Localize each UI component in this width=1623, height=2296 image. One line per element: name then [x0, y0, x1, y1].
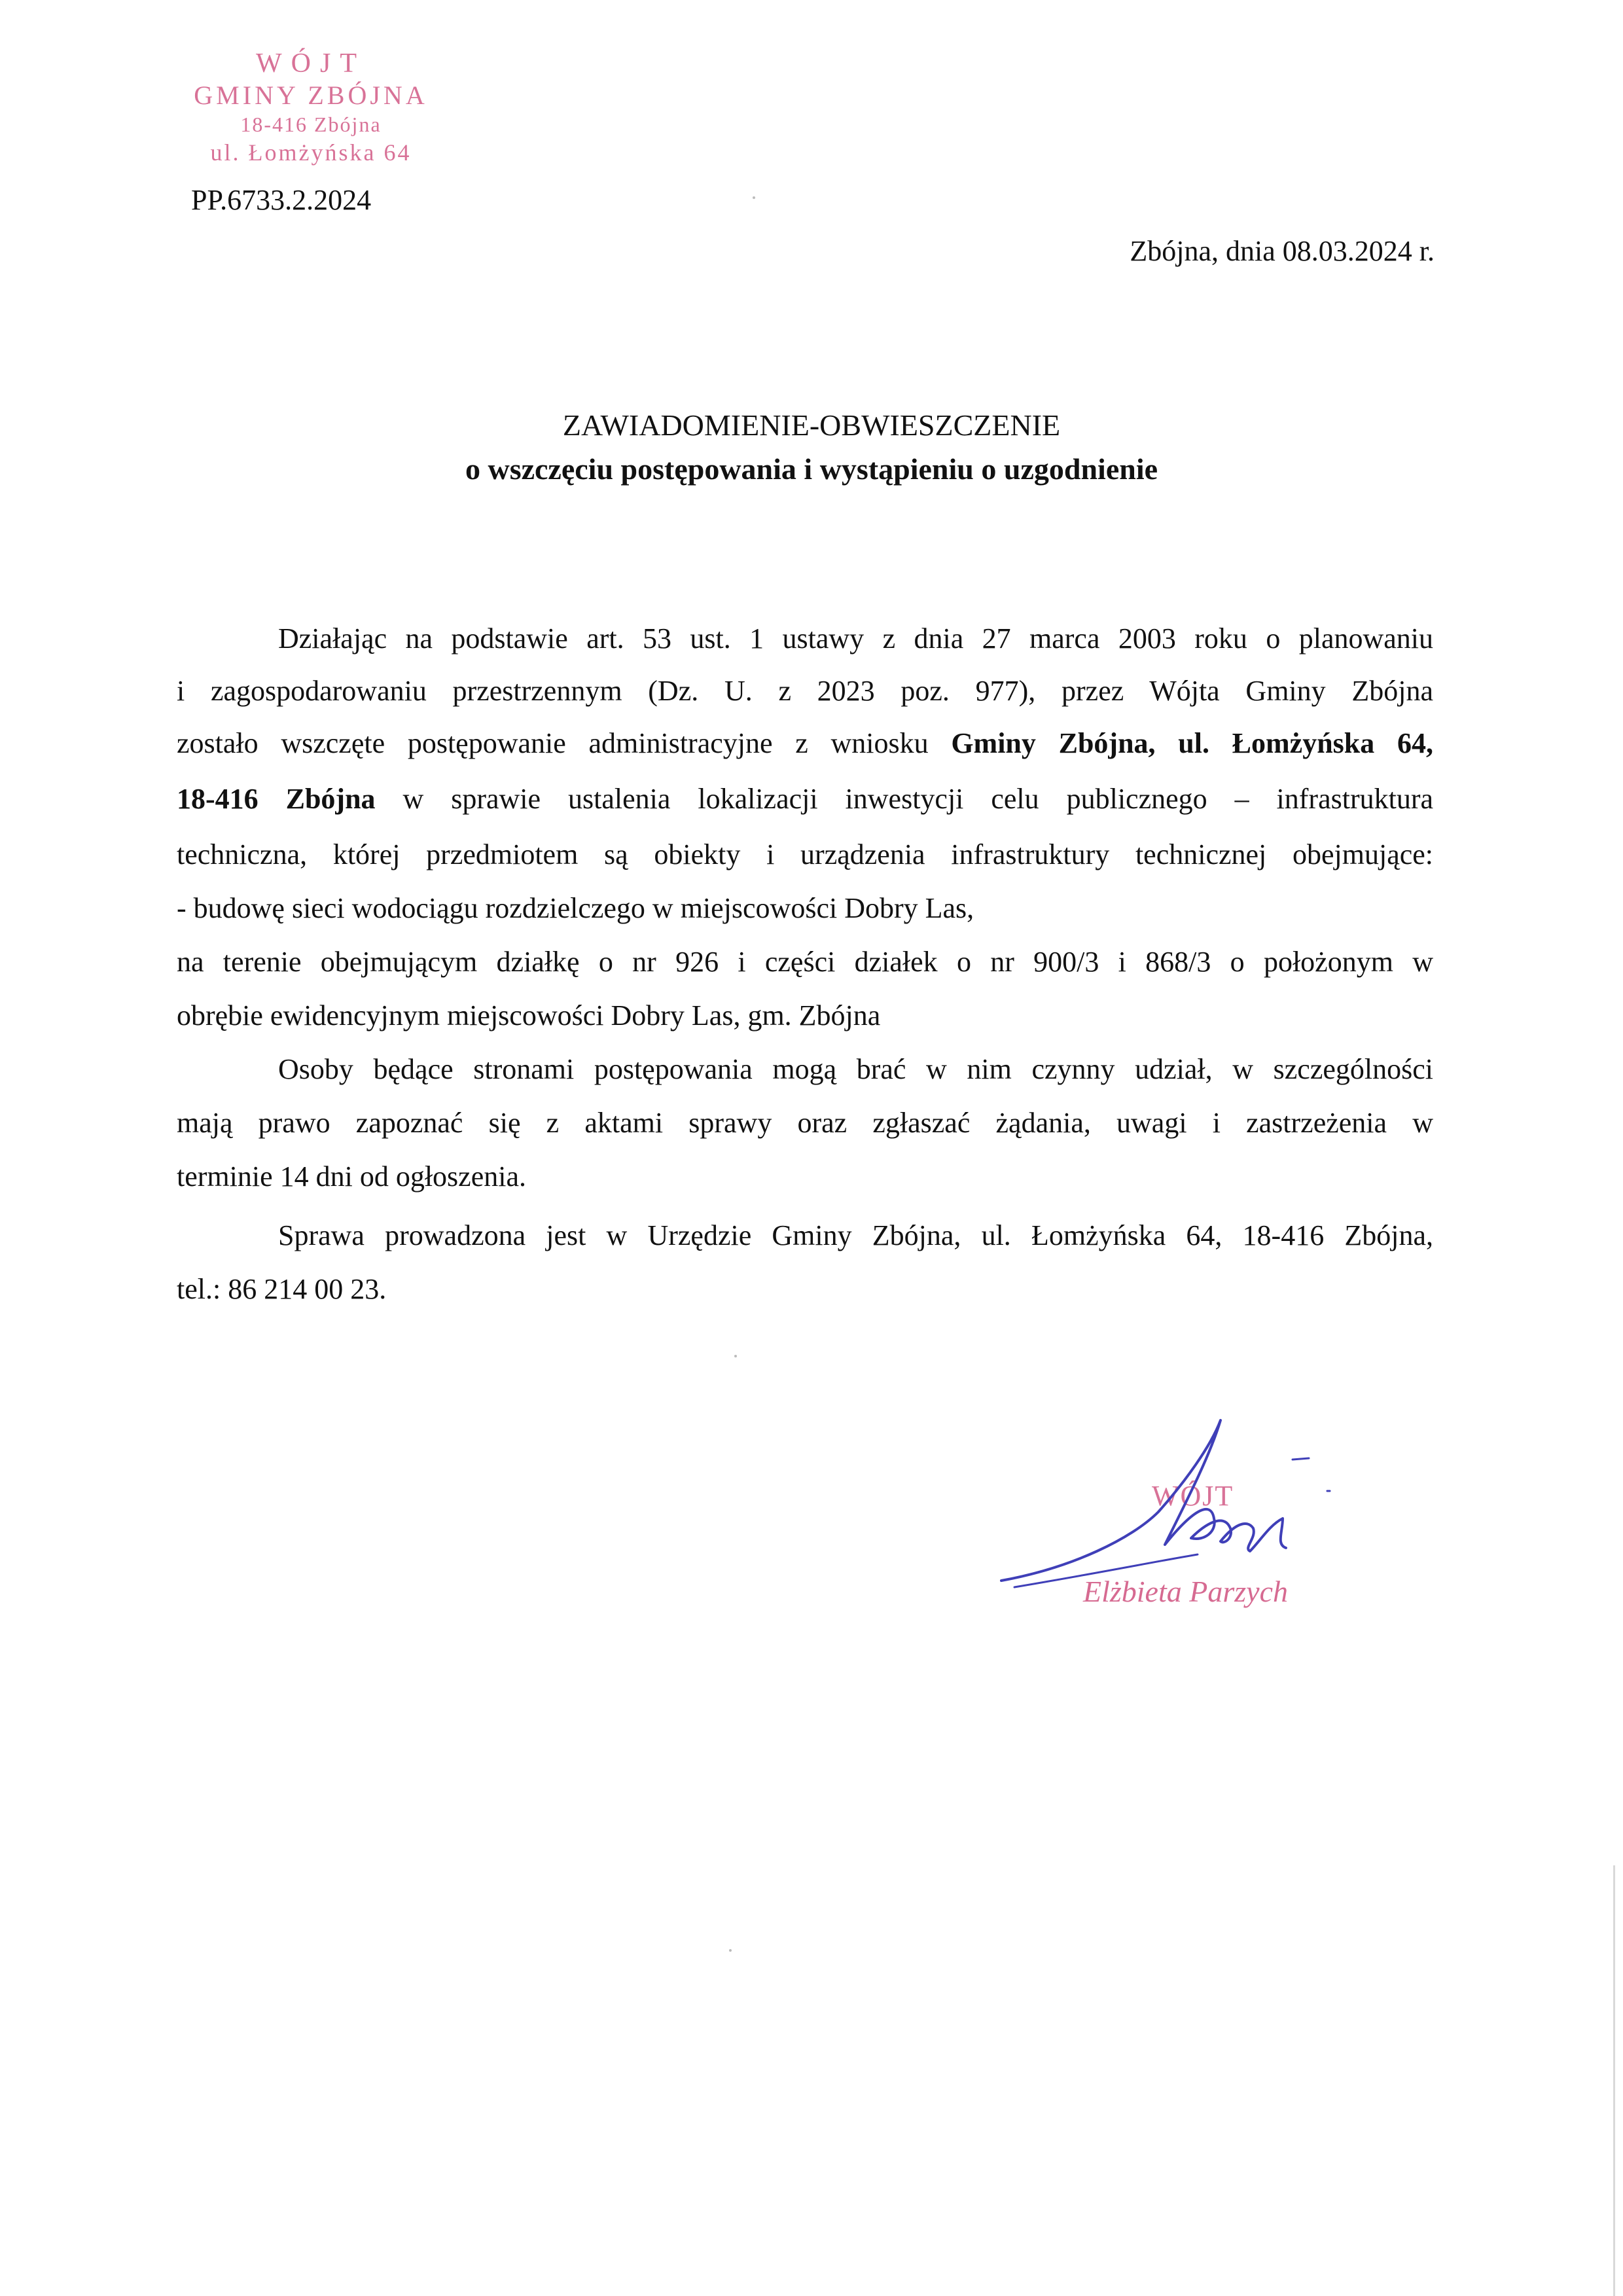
scan-speck	[729, 1949, 732, 1952]
office-stamp	[157, 47, 465, 168]
body-paragraph-1-line-3	[177, 726, 1433, 760]
signature-block	[995, 1414, 1361, 1636]
scan-speck	[753, 196, 755, 199]
signature-title: WÓJT	[1152, 1480, 1234, 1512]
document-title: ZAWIADOMIENIE-OBWIESZCZENIE	[562, 408, 1061, 442]
body-paragraph-2-line-1: Osoby będące stronami postępowania mogą brać w nim czynny udział, w szczególności	[278, 1053, 1433, 1085]
body-paragraph-1-line-1: Działając na podstawie art. 53 ust. 1 ustawy z dnia 27 marca 2003 roku o planowaniu	[278, 622, 1433, 655]
scan-edge-line	[1613, 1865, 1615, 2296]
body-paragraph-2-line-2: mają prawo zapoznać się z aktami sprawy oraz zgłaszać żądania, uwagi i zastrzeżenia w	[177, 1107, 1433, 1139]
stamp-line-office: GMINY ZBÓJNA	[194, 81, 428, 110]
body-text: w sprawie ustalenia lokalizacji inwestycji celu publicznego – infrastruktura	[375, 783, 1433, 815]
place-and-date: Zbójna, dnia 08.03.2024 r.	[1130, 235, 1435, 267]
stamp-line-title: WÓJT	[256, 48, 366, 79]
body-text: zostało wszczęte postępowanie administracyjne z wniosku	[177, 727, 952, 759]
body-paragraph-3-line-2: tel.: 86 214 00 23.	[177, 1273, 387, 1305]
body-paragraph-1-line-4	[177, 782, 1433, 816]
reference-number: PP.6733.2.2024	[191, 184, 372, 216]
body-paragraph-1-line-2: i zagospodarowaniu przestrzennym (Dz. U. z 2023 poz. 977), przez Wójta Gminy Zbójna	[177, 675, 1433, 707]
body-paragraph-1-line-8: obrębie ewidencyjnym miejscowości Dobry Las, gm. Zbójna	[177, 999, 881, 1031]
document-subtitle: o wszczęciu postępowania i wystąpieniu o uzgodnienie	[465, 452, 1158, 486]
body-paragraph-1-line-5: techniczna, której przedmiotem są obiekty i urządzenia infrastruktury technicznej obejmujące:	[177, 838, 1433, 870]
body-paragraph-1-line-6: - budowę sieci wodociągu rozdzielczego w miejscowości Dobry Las,	[177, 892, 974, 924]
signatory-name: Elżbieta Parzych	[1083, 1575, 1288, 1608]
body-paragraph-2-line-3: terminie 14 dni od ogłoszenia.	[177, 1160, 526, 1193]
body-paragraph-1-line-7: na terenie obejmującym działkę o nr 926 i części działek o nr 900/3 i 868/3 o położonym w	[177, 946, 1433, 978]
stamp-line-postcode: 18-416 Zbójna	[240, 113, 382, 136]
body-paragraph-3-line-1: Sprawa prowadzona jest w Urzędzie Gminy Zbójna, ul. Łomżyńska 64, 18-416 Zbójna,	[278, 1219, 1433, 1251]
applicant-name: Gminy Zbójna, ul. Łomżyńska 64,	[951, 727, 1433, 759]
applicant-postcode: 18-416 Zbójna	[177, 783, 376, 815]
scan-speck	[734, 1355, 737, 1357]
stamp-line-street: ul. Łomżyńska 64	[210, 139, 412, 166]
